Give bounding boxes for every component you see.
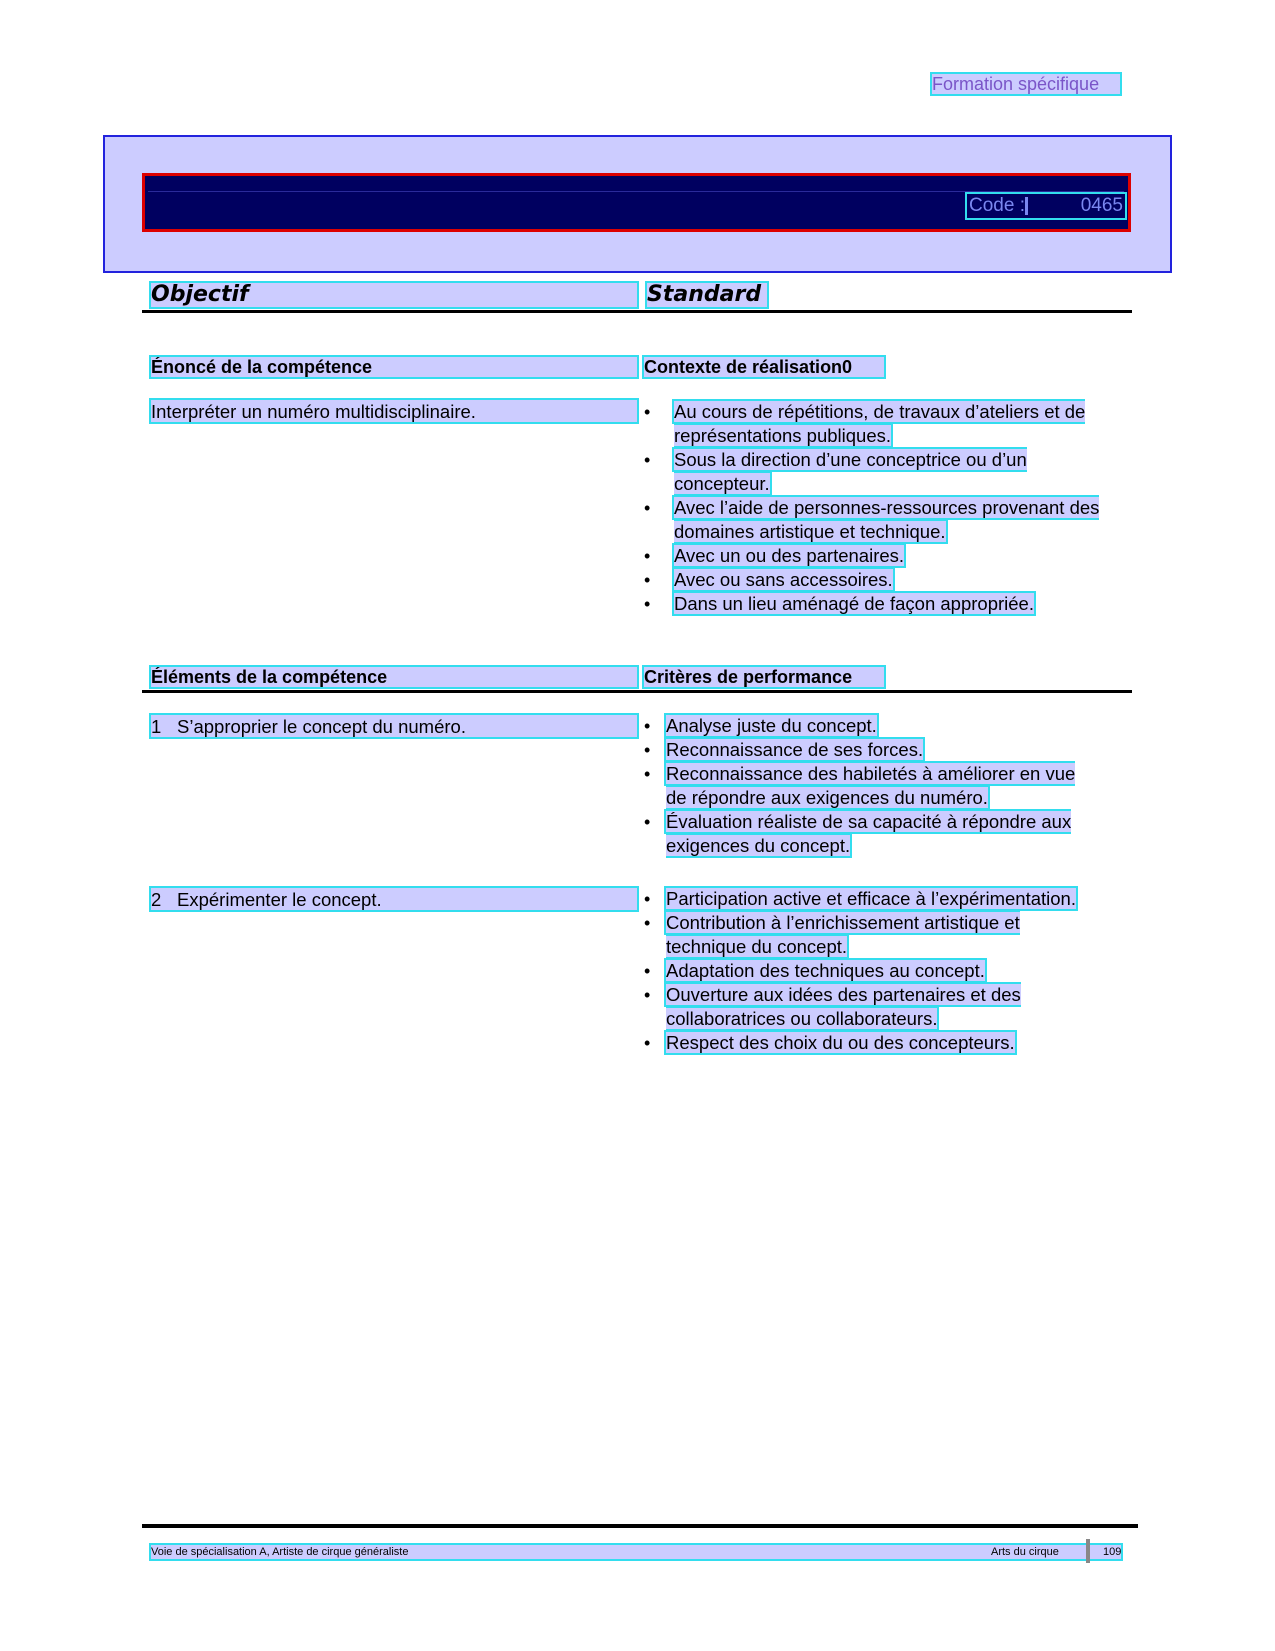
element-text: Expérimenter le concept. [177,889,382,910]
elements-heading: Éléments de la compétence [151,667,637,687]
element-number: 1 [151,716,162,737]
contexte-list [644,400,1114,616]
list-item-text: Reconnaissance de ses forces. [666,739,924,760]
list-item-text: Ouverture aux idées des partenaires et des collaboratrices ou collaborateurs. [666,984,1021,1029]
list-item-text: Évaluation réaliste de sa capacité à répondre aux exigences du concept. [666,811,1072,856]
elements-rule [142,690,1132,693]
list-item-text: Avec ou sans accessoires. [674,569,893,590]
list-item-text: Sous la direction d’une conceptrice ou d’un concepteur. [674,449,1027,494]
list-item [644,714,1084,738]
list-item-text: Contribution à l’enrichissement artistique et technique du concept. [666,912,1020,957]
enonce-heading: Énoncé de la compétence [151,357,637,377]
list-item-text: Avec l’aide de personnes-ressources provenant des domaines artistique et technique. [674,497,1100,542]
element-item [151,888,637,910]
footer [151,1545,1121,1559]
objectif-heading: Objectif [151,283,637,307]
heading-rule [142,310,1132,313]
footer-separator [1086,1539,1090,1563]
contexte-heading: Contexte de réalisation0 [644,357,884,377]
code-bar-divider [148,191,1124,192]
code-label: Code : [969,195,1025,216]
code-box [967,194,1125,218]
code-value: 0465 [1080,195,1123,216]
list-item-text: Reconnaissance des habiletés à améliorer en vue de répondre aux exigences du numéro. [666,763,1076,808]
criteres-heading: Critères de performance [644,667,884,687]
list-item-text: Respect des choix du ou des concepteurs. [666,1032,1015,1053]
list-item [644,1031,1084,1055]
list-item-text: Dans un lieu aménagé de façon appropriée. [674,593,1034,614]
page-number: 109 [1103,1546,1122,1558]
enonce-text: Interpréter un numéro multidisciplinaire. [151,400,637,422]
list-item [644,911,1084,959]
list-item [644,887,1084,911]
list-item-text: Participation active et efficace à l’expérimentation. [666,888,1076,909]
list-item-text: Analyse juste du concept. [666,715,877,736]
footer-left-text: Voie de spécialisation A, Artiste de cirque généraliste [151,1546,409,1558]
section-label: Formation spécifique [932,74,1120,94]
element-number: 2 [151,889,162,910]
code-separator [1025,197,1028,215]
list-item [644,738,1084,762]
element-text: S’approprier le concept du numéro. [177,716,466,737]
footer-rule [142,1524,1138,1528]
criteres-list [644,714,1084,858]
list-item [644,762,1084,810]
list-item-text: Adaptation des techniques au concept. [666,960,985,981]
element-item [151,715,637,737]
list-item-text: Avec un ou des partenaires. [674,545,905,566]
list-item [644,496,1114,544]
list-item [644,448,1114,496]
list-item [644,959,1084,983]
list-item [644,983,1084,1031]
standard-heading: Standard [647,283,767,307]
list-item [644,810,1084,858]
list-item [644,568,1114,592]
list-item [644,544,1114,568]
list-item [644,400,1114,448]
criteres-list [644,887,1084,1055]
list-item-text: Au cours de répétitions, de travaux d’ateliers et de représentations publiques. [674,401,1086,446]
list-item [644,592,1114,616]
footer-right-text: Arts du cirque [991,1546,1059,1558]
